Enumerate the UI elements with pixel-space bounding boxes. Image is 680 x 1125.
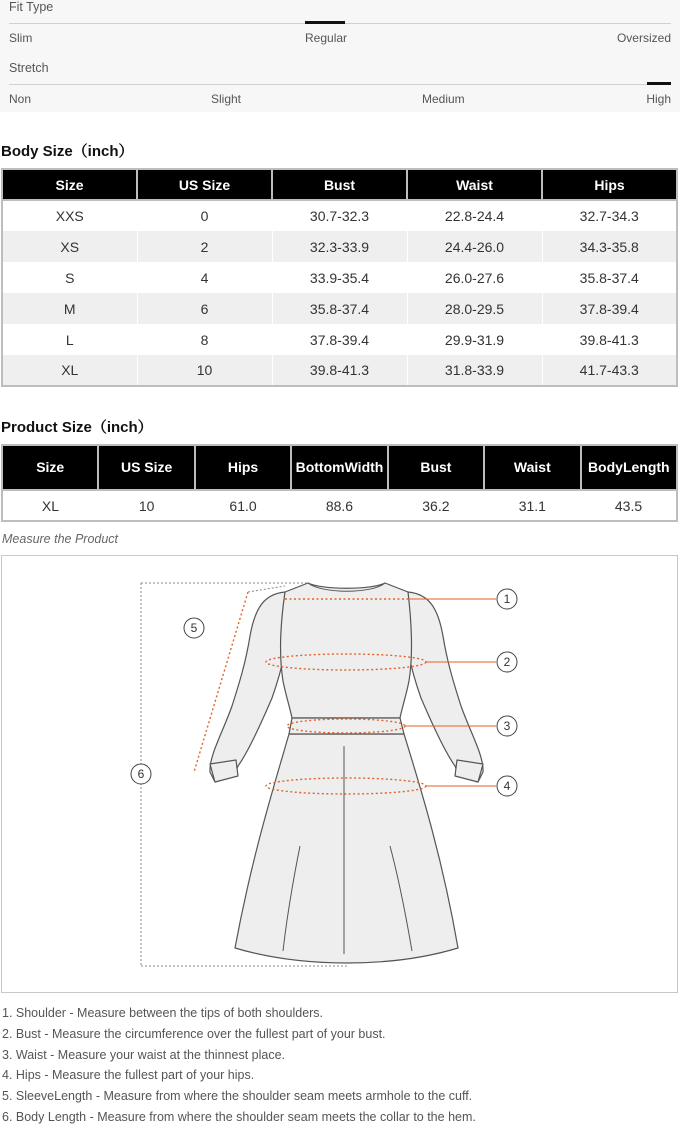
left-sleeve-shape <box>210 592 285 782</box>
header-bottom-width: BottomWidth <box>291 445 387 490</box>
header-waist: Waist <box>407 169 542 200</box>
header-us-size: US Size <box>98 445 194 490</box>
measurement-notes <box>2 1003 476 1125</box>
fit-label-slim: Slim <box>9 31 33 45</box>
fit-type-selected-marker <box>305 21 345 24</box>
cell: 24.4-26.0 <box>407 231 542 262</box>
header-body-length: BodyLength <box>581 445 677 490</box>
header-us-size: US Size <box>137 169 272 200</box>
note-shoulder: 1. Shoulder - Measure between the tips of both shoulders. <box>2 1006 324 1020</box>
cell: 8 <box>137 324 272 355</box>
fit-label-regular: Regular <box>305 31 348 45</box>
marker-2-label: 2 <box>503 655 511 669</box>
cell: 2 <box>137 231 272 262</box>
marker-4-label: 4 <box>503 779 511 793</box>
cell: 37.8-39.4 <box>542 293 677 324</box>
body-size-title: Body Size（inch） <box>1 143 134 160</box>
note-bust: 2. Bust - Measure the circumference over the fullest part of your bust. <box>2 1026 386 1041</box>
bodice-shape <box>281 583 412 718</box>
cell: 43.5 <box>581 490 677 521</box>
header-bust: Bust <box>272 169 407 200</box>
table-row <box>2 324 677 355</box>
cell: XL <box>2 355 137 386</box>
cell: 37.8-39.4 <box>272 324 407 355</box>
table-row <box>2 490 677 521</box>
cell: 31.8-33.9 <box>407 355 542 386</box>
cell: 28.0-29.5 <box>407 293 542 324</box>
table-header-row <box>2 169 677 200</box>
cell: 36.2 <box>388 490 484 521</box>
cell: L <box>2 324 137 355</box>
product-size-title: Product Size（inch） <box>1 419 153 436</box>
cell: 31.1 <box>484 490 580 521</box>
cell: 88.6 <box>291 490 387 521</box>
cell: XXS <box>2 200 137 231</box>
cell: 35.8-37.4 <box>542 262 677 293</box>
cell: 32.3-33.9 <box>272 231 407 262</box>
note-hips: 4. Hips - Measure the fullest part of your hips. <box>2 1068 255 1083</box>
stretch-title: Stretch <box>9 61 49 75</box>
fit-stretch-scales <box>0 0 680 112</box>
table-row <box>2 231 677 262</box>
stretch-label-non: Non <box>9 92 32 106</box>
header-hips: Hips <box>195 445 291 490</box>
note-body-length: 6. Body Length - Measure from where the shoulder seam meets the collar to the hem. <box>2 1109 476 1124</box>
stretch-label-medium: Medium <box>422 92 465 106</box>
cell: 39.8-41.3 <box>542 324 677 355</box>
cell: 6 <box>137 293 272 324</box>
table-row <box>2 355 677 386</box>
cell: XL <box>2 490 98 521</box>
cell: M <box>2 293 137 324</box>
cell: 10 <box>98 490 194 521</box>
header-bust: Bust <box>388 445 484 490</box>
stretch-label-slight: Slight <box>211 92 242 106</box>
note-waist: 3. Waist - Measure your waist at the thinnest place. <box>2 1047 285 1062</box>
cell: 30.7-32.3 <box>272 200 407 231</box>
cell: 61.0 <box>195 490 291 521</box>
cell: 0 <box>137 200 272 231</box>
stretch-scale-line <box>9 84 671 85</box>
product-size-table <box>1 444 678 522</box>
header-size: Size <box>2 169 137 200</box>
cell: 39.8-41.3 <box>272 355 407 386</box>
left-cuff-shape <box>210 760 238 782</box>
note-sleeve-length: 5. SleeveLength - Measure from where the shoulder seam meets armhole to the cuff. <box>2 1089 473 1104</box>
table-row <box>2 293 677 324</box>
header-waist: Waist <box>484 445 580 490</box>
cell: 26.0-27.6 <box>407 262 542 293</box>
marker-1-label: 1 <box>503 592 511 606</box>
cell: 41.7-43.3 <box>542 355 677 386</box>
fit-label-oversized: Oversized <box>616 31 671 45</box>
header-size: Size <box>2 445 98 490</box>
table-row <box>2 200 677 231</box>
table-header-row <box>2 445 677 490</box>
dress-illustration <box>2 556 679 994</box>
right-sleeve-shape <box>408 592 483 782</box>
stretch-label-high: High <box>646 92 671 106</box>
cell: 22.8-24.4 <box>407 200 542 231</box>
cell: XS <box>2 231 137 262</box>
table-row <box>2 262 677 293</box>
fit-type-title: Fit Type <box>9 0 54 14</box>
measure-caption: Measure the Product <box>2 532 119 546</box>
cell: 29.9-31.9 <box>407 324 542 355</box>
marker-5-label: 5 <box>190 621 198 635</box>
marker-6-label: 6 <box>137 767 145 781</box>
cell: 34.3-35.8 <box>542 231 677 262</box>
right-cuff-shape <box>455 760 483 782</box>
skirt-shape <box>235 734 458 963</box>
cell: 35.8-37.4 <box>272 293 407 324</box>
cell: S <box>2 262 137 293</box>
sleeve-guide-top <box>248 586 285 592</box>
cell: 10 <box>137 355 272 386</box>
measurement-diagram <box>1 555 678 993</box>
marker-3-label: 3 <box>503 719 511 733</box>
cell: 4 <box>137 262 272 293</box>
body-size-table <box>1 168 678 387</box>
cell: 33.9-35.4 <box>272 262 407 293</box>
cell: 32.7-34.3 <box>542 200 677 231</box>
header-hips: Hips <box>542 169 677 200</box>
stretch-selected-marker <box>647 82 671 85</box>
